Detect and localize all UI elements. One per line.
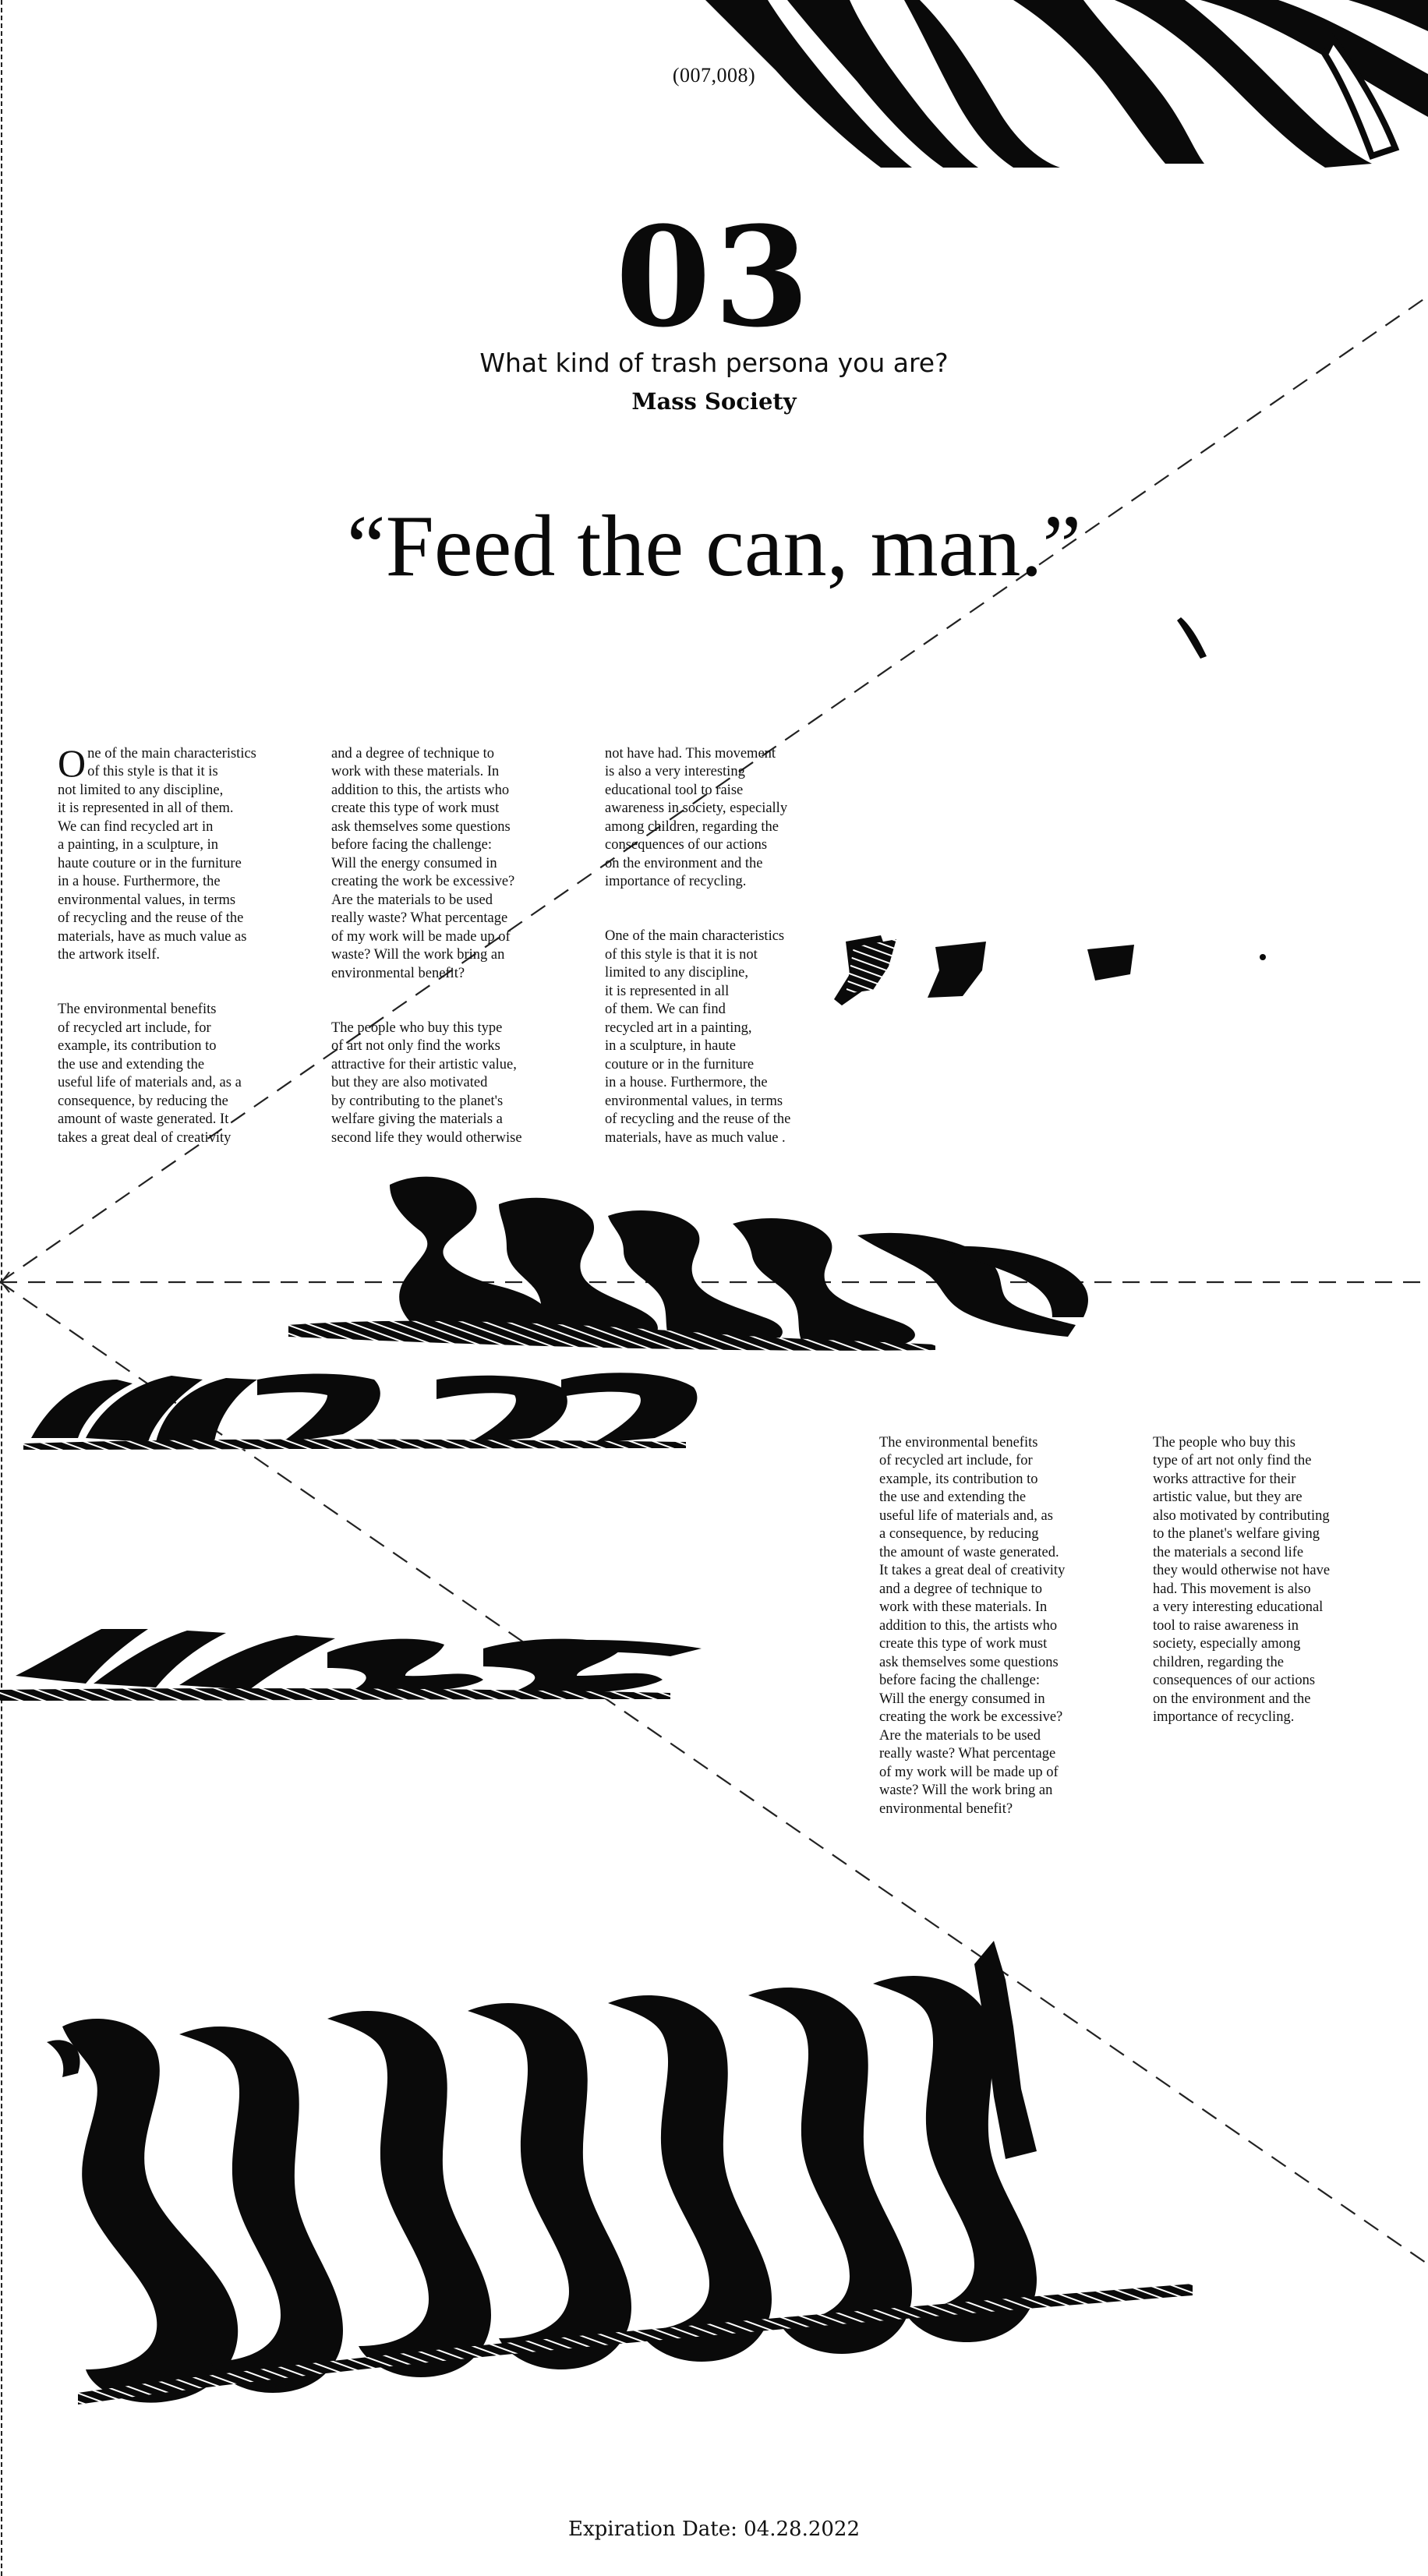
body-paragraph: The people who buy this type of art not only find the works attractive for their artistic value, but they are also motivated by contributing to the planet's welfare giving the materials a second life they would otherwise	[331, 1019, 522, 1146]
body-paragraph: and a degree of technique to work with these materials. In addition to this, the artists who create this type of work must ask themselves some questions before facing the challenge: Will the energy consumed in creating the work be excessive? Are the materials to be used really waste? What percentage of my work will be made up of waste? Will the work bring an environmental benefit?	[331, 745, 515, 981]
warped-word-society	[47, 1941, 1193, 2405]
pull-quote: “Feed the can, man.”	[346, 498, 1082, 595]
body-paragraph: not have had. This movement is also a very interesting educational tool to raise awareness in society, especially among children, regarding the consequences of our actions on the environment and the importance of recycling.	[605, 745, 788, 889]
body-column-4	[879, 1415, 1113, 1837]
expiration-date: Expiration Date: 04.28.2022	[567, 2518, 861, 2541]
paragraph-text: ne of the main characteristics of this style is that it is not limited to any discipline, it is represented in all of them. We can find recycled art in a painting, in a sculpture, in haute couture or in the furniture in a house. Furthermore, the environmental values, in terms of recycling and the reuse of the materials, have as much value as the artwork itself.	[58, 745, 256, 963]
body-paragraph: The environmental benefits of recycled art include, for example, its contribution to the use and extending the useful life of materials and, as a consequence, by reducing the amount of waste generated. It takes a great deal of creativity and a degree of technique to work with these materials. In addition to this, the artists who create this type of work must ask themselves some questions before facing the challenge: Will the energy consumed in creating the work be excessive? Are the materials to be used really waste? What percentage of my work will be made up of waste? Will the work bring an environmental benefit?	[879, 1434, 1066, 1817]
persona-question: What kind of trash persona you are?	[479, 348, 949, 378]
persona-name: Mass Society	[631, 388, 797, 415]
small-stroke-mark	[1177, 617, 1207, 659]
body-paragraph: The environmental benefits of recycled art include, for example, its contribution to the use and extending the useful life of materials and, as a consequence, by reducing the amount of waste generated. It takes a great deal of creativity	[58, 1002, 242, 1146]
body-column-5	[1153, 1415, 1387, 1745]
body-column-2	[331, 726, 565, 1166]
warped-word-upper	[23, 1373, 697, 1450]
wave-artwork	[288, 1177, 1088, 1351]
dropcap: O	[58, 740, 87, 785]
body-paragraph	[58, 740, 292, 965]
page-marker: (007,008)	[672, 64, 756, 87]
body-column-1	[58, 726, 292, 1166]
body-column-3	[605, 726, 839, 1166]
floating-dashes	[834, 935, 1266, 1005]
chapter-number: 03	[615, 196, 813, 358]
body-paragraph: The people who buy this type of art not only find the works attractive for their artistic value, but they are also motivated by contributing to the planet's welfare giving the materials a second life they would otherwise not have had. This movement is also a very interesting educational tool to raise awareness in society, especially among children, regarding the consequences of our actions on the environment and the importance of recycling.	[1153, 1434, 1331, 1725]
warped-word-mass	[0, 1629, 702, 1701]
body-paragraph: One of the main characteristics of this style is that it is not limited to any discipline, it is represented in all of them. We can find recycled art in a painting, in a sculpture, in haute couture or in the furniture in a house. Furthermore, the environmental values, in terms of recycling and the reuse of the materials, have as much value .	[605, 928, 791, 1146]
